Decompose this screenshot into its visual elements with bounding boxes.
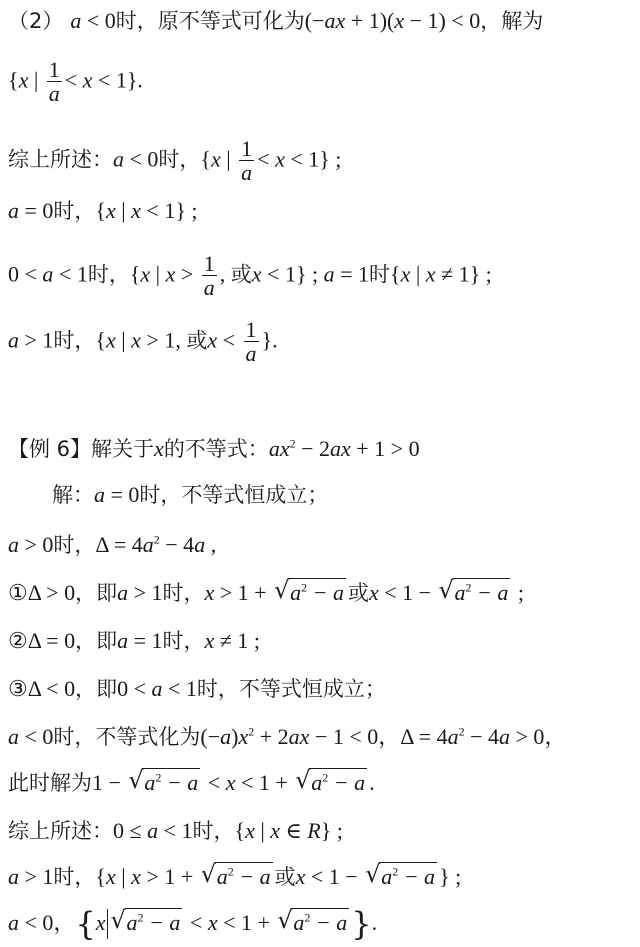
sqrt: √ $a^2 - a$: [110, 906, 181, 935]
set-bar: [107, 909, 108, 939]
sqrt: √ $a^2 - a$: [128, 766, 199, 795]
sqrt: √ $a^2 - a$: [438, 576, 509, 605]
line-a-zero: a = 0时，{x | x < 1} ;: [8, 198, 198, 223]
case-delta-negative: ③Δ < 0，即0 < a < 1时，不等式恒成立；: [8, 676, 386, 701]
fraction: $\frac{1}{a}$: [48, 57, 60, 107]
case-delta-positive: ①Δ > 0，即a > 1时，x > 1 + √ $a^2 - a$ 或x < 1 − √ $a^2 - a$ ;: [8, 576, 525, 605]
line-summary-a-lt-0: a < 0，{x √ $a^2 - a < x < 1$ + √ $a^2 - a$ }.: [8, 905, 378, 943]
fraction: $\frac{1}{a}$: [241, 136, 253, 186]
line-summary-2: 综上所述：0 ≤ a < 1时，{x | x ∈ R} ;: [8, 818, 343, 843]
line-case2-solution: {x | $\frac{1}{a}$ < x < 1}.: [8, 57, 143, 107]
sqrt: √ $a^2 - a$: [200, 860, 271, 889]
case2-tail: ，解为: [480, 9, 544, 33]
line-case2: （2） a < 0时，原不等式可化为(−ax + 1)(x − 1) < 0，解为: [8, 8, 544, 33]
example-6-heading: 【例 6】解关于x的不等式：$ax^2 - 2ax + 1 > 0$: [8, 436, 420, 461]
line-summary-a-gt-1: a > 1时，{x | x > 1 + √ $a^2 - a$ 或x < 1 − √ $a^2 - a$ } ;: [8, 860, 462, 889]
example-label: 【例 6】: [8, 437, 92, 461]
fraction: $\frac{1}{a}$: [245, 317, 257, 367]
line-a-greater-one: a > 1时，{x | x > 1, 或x < $\frac{1}{a}$ }.: [8, 317, 278, 367]
line-a-between: 0 < a < 1时，{x | x > $\frac{1}{a}$ , 或x < 1} ; a = 1时{x | x ≠ 1} ;: [8, 251, 492, 301]
line-delta: a > 0时，$\Delta = 4a^2 - 4a$ ,: [8, 532, 217, 557]
sqrt: √ $a^2 - a$: [365, 860, 436, 889]
summary-label: 综上所述：: [8, 147, 113, 172]
sqrt: √ $a^2 - a$: [277, 906, 348, 935]
line-summary-1: 综上所述：a < 0时，{x | $\frac{1}{a}$ < x < 1} ;: [8, 136, 342, 186]
solution-start: 解：a = 0时，不等式恒成立；: [52, 482, 329, 507]
sqrt: √ $a^2 - a$: [295, 766, 366, 795]
line-cishi: 此时解为1 − √ $a^2 - a < x < 1$ + √ $a^2 - a$ .: [8, 766, 375, 795]
line-a-negative: a < 0时，不等式化为$(-a)x^2 + 2ax - 1 < 0$，$\Delta = 4a^2 - 4a > 0$，: [8, 724, 567, 749]
sqrt: √ $a^2 - a$: [274, 576, 344, 605]
case-number: （2）: [8, 9, 64, 33]
fraction: $\frac{1}{a}$: [203, 251, 215, 301]
case-delta-zero: ②Δ = 0，即a = 1时，x ≠ 1 ;: [8, 628, 260, 653]
case2-text: 时，原不等式可化为: [115, 9, 305, 33]
